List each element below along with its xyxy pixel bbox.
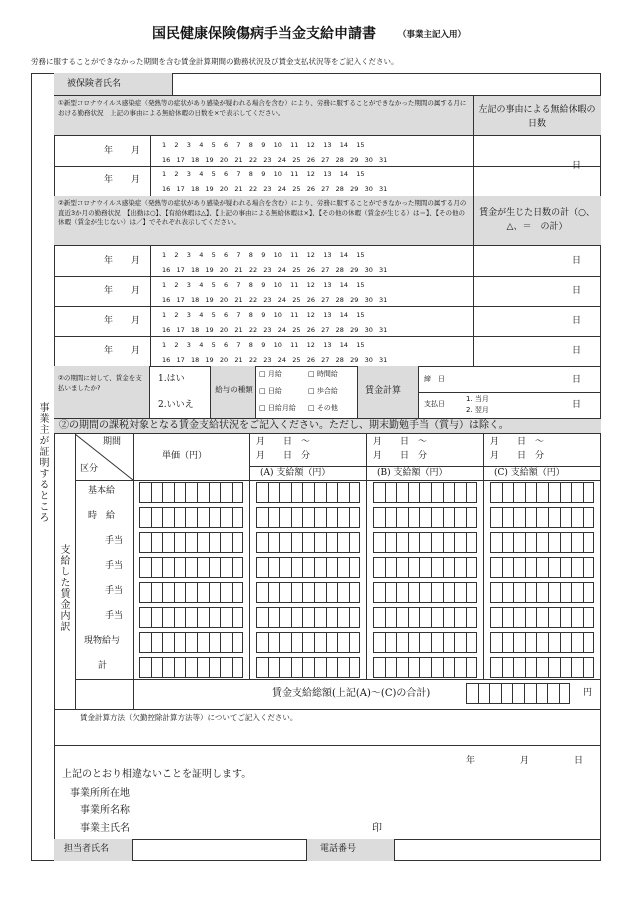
calendar-row: 1 2 3 4 5 6 7 8 9 10 11 12 13 14 15	[162, 341, 365, 349]
day-unit: 日	[572, 256, 582, 266]
pay-question: ②の期間に対して、賃金を支払いましたか?	[58, 374, 142, 392]
pay-no-option[interactable]: 2.いいえ	[158, 400, 194, 410]
col-b-header: (B) 支給額（円）	[377, 468, 448, 478]
digit-cells[interactable]	[490, 632, 594, 653]
period-from: 月 日 〜	[256, 437, 311, 447]
day-unit: 日	[572, 400, 582, 410]
calendar-row: 1 2 3 4 5 6 7 8 9 10 11 12 13 14 15	[162, 311, 365, 319]
digit-cells[interactable]	[139, 657, 243, 678]
seal-mark: 印	[372, 823, 382, 834]
digit-cells[interactable]	[139, 507, 243, 528]
sec3-header: ②の期間の課税対象となる賃金支給状況をご記入ください。ただし、期末勤勉手当（賞与）は除く。	[59, 420, 509, 431]
sec1-right-header: 左記の事由による無給休暇の日数	[478, 105, 596, 129]
insured-name-field[interactable]	[173, 73, 601, 96]
sec2-description: ②新型コロナウイルス感染症（発熱等の症状があり感染が疑われる場合を含む）により、労務に服することができなかった期間の属する月の直近3か月の勤務状況 【出勤は○】、【有給休暇は△】、【上記の事由による無給休暇は×】、【その他の休暇（賃金が生じる）は＝】、【その他の休暇（賃金が生じない）は／】でそれぞれ表示してください。	[58, 199, 467, 226]
payday-label: 支払日	[424, 400, 445, 408]
digit-cells[interactable]	[139, 582, 243, 603]
wage-row-label: 手当	[105, 536, 124, 546]
year-month-label: 年 月	[104, 175, 141, 185]
period-label: 期間	[103, 437, 122, 447]
year-month-label: 年 月	[104, 346, 141, 356]
unit-price-label: 単価（円）	[162, 451, 208, 461]
digit-cells[interactable]	[490, 607, 594, 628]
category-label: 区分	[80, 464, 99, 474]
calc-method-label: 賃金計算方法（欠勤控除計算方法等）についてご記入ください。	[80, 713, 298, 722]
digit-cells[interactable]	[256, 557, 360, 578]
pay-kind-option[interactable]: □ 日給月給	[259, 404, 296, 412]
digit-cells[interactable]	[139, 632, 243, 653]
side-label: 事業主が証明するところ	[37, 402, 48, 523]
digit-cells[interactable]	[490, 507, 594, 528]
intro-text: 労務に服することができなかった期間を含む賃金計算期間の勤務状況及び賃金支払状況等をご記入ください。	[31, 57, 399, 66]
digit-cells[interactable]	[256, 582, 360, 603]
insured-name-label: 被保険者氏名	[67, 79, 122, 89]
total-digit-cells[interactable]	[466, 683, 570, 704]
digit-cells[interactable]	[139, 482, 243, 503]
digit-cells[interactable]	[256, 657, 360, 678]
digit-cells[interactable]	[256, 632, 360, 653]
digit-cells[interactable]	[490, 582, 594, 603]
wage-row-label: 時 給	[88, 511, 116, 521]
office-address-label: 事業所所在地	[70, 788, 130, 799]
digit-cells[interactable]	[256, 532, 360, 553]
digit-cells[interactable]	[490, 532, 594, 553]
digit-cells[interactable]	[373, 507, 477, 528]
calendar-row: 16 17 18 19 20 21 22 23 24 25 26 27 28 29 30 31	[162, 356, 388, 364]
day-unit: 日	[572, 346, 582, 356]
payday-option[interactable]: 1. 当月	[466, 395, 489, 403]
certify-text: 上記のとおり相違ないことを証明します。	[62, 769, 252, 780]
yen-unit: 円	[583, 688, 593, 698]
digit-cells[interactable]	[373, 557, 477, 578]
owner-name-label: 事業主氏名	[80, 823, 130, 834]
sec1-description: ①新型コロナウイルス感染症（発熱等の症状があり感染が疑われる場合を含む）により、労務に服することができなかった期間の属する月における勤務状況 上記の事由による無給休暇の日数を×で表示してください。	[58, 99, 467, 117]
digit-cells[interactable]	[139, 532, 243, 553]
total-label: 賃金支給総額(上記(A)〜(C)の合計)	[272, 688, 431, 699]
pay-kind-option[interactable]: □ 歩合給	[308, 387, 338, 395]
calendar-row: 1 2 3 4 5 6 7 8 9 10 11 12 13 14 15	[162, 281, 365, 289]
year-month-label: 年 月	[104, 146, 141, 156]
digit-cells[interactable]	[490, 482, 594, 503]
digit-cells[interactable]	[490, 557, 594, 578]
title-note: （事業主記入用）	[398, 30, 467, 40]
wage-row-label: 手当	[105, 561, 124, 571]
day-unit: 日	[572, 375, 582, 385]
period-to: 月 日 分	[490, 451, 545, 461]
digit-cells[interactable]	[373, 632, 477, 653]
wage-row-label: 基本給	[88, 486, 116, 496]
year-month-label: 年 月	[104, 316, 141, 326]
day-unit: 日	[572, 286, 582, 296]
phone-field[interactable]	[395, 839, 601, 861]
pay-kind-option[interactable]: □ 時間給	[308, 370, 338, 378]
day-unit: 日	[572, 161, 582, 171]
closing-day-label: 締 日	[424, 375, 445, 383]
wage-calc-label: 賃金計算	[365, 386, 402, 396]
person-in-charge-label: 担当者氏名	[64, 844, 110, 854]
year-month-label: 年 月	[104, 256, 141, 266]
pay-kind-option[interactable]: □ その他	[308, 404, 338, 412]
calendar-row: 16 17 18 19 20 21 22 23 24 25 26 27 28 29 30 31	[162, 326, 388, 334]
pay-kind-option[interactable]: □ 月給	[259, 370, 282, 378]
calendar-row: 1 2 3 4 5 6 7 8 9 10 11 12 13 14 15	[162, 141, 365, 149]
page-title: 国民健康保険傷病手当金支給申請書	[152, 26, 376, 42]
digit-cells[interactable]	[373, 482, 477, 503]
wage-side-label: 支給した賃金内訳	[58, 544, 69, 632]
pay-yes-option[interactable]: 1.はい	[158, 374, 185, 384]
digit-cells[interactable]	[373, 607, 477, 628]
digit-cells[interactable]	[139, 557, 243, 578]
calc-method-field[interactable]	[75, 710, 601, 745]
phone-label: 電話番号	[320, 844, 357, 854]
period-to: 月 日 分	[256, 451, 311, 461]
digit-cells[interactable]	[373, 657, 477, 678]
col-a-header: (A) 支給額（円）	[260, 468, 331, 478]
calendar-row: 16 17 18 19 20 21 22 23 24 25 26 27 28 29 30 31	[162, 296, 388, 304]
calendar-row: 16 17 18 19 20 21 22 23 24 25 26 27 28 29 30 31	[162, 185, 388, 193]
wage-row-label: 計	[98, 661, 108, 671]
digit-cells[interactable]	[490, 657, 594, 678]
date-label: 年 月 日	[466, 756, 584, 766]
digit-cells[interactable]	[256, 507, 360, 528]
period-from: 月 日 〜	[490, 437, 545, 447]
person-in-charge-field[interactable]	[133, 839, 306, 861]
period-to: 月 日 分	[373, 451, 428, 461]
pay-kind-option[interactable]: □ 日給	[259, 387, 282, 395]
year-month-label: 年 月	[104, 286, 141, 296]
col-c-header: (C) 支給額（円）	[494, 468, 565, 478]
period-from: 月 日 〜	[373, 437, 428, 447]
calendar-row: 1 2 3 4 5 6 7 8 9 10 11 12 13 14 15	[162, 251, 365, 259]
digit-cells[interactable]	[373, 582, 477, 603]
calendar-row: 1 2 3 4 5 6 7 8 9 10 11 12 13 14 15	[162, 170, 365, 178]
digit-cells[interactable]	[256, 482, 360, 503]
digit-cells[interactable]	[256, 607, 360, 628]
digit-cells[interactable]	[139, 607, 243, 628]
wage-row-label: 現物給与	[84, 636, 121, 646]
digit-cells[interactable]	[373, 532, 477, 553]
pay-kind-label: 給与の種類	[215, 385, 253, 394]
sec2-right-header: 賃金が生じた日数の計（○、△、＝ の計）	[479, 208, 595, 232]
office-name-label: 事業所名称	[80, 805, 130, 816]
day-unit: 日	[572, 316, 582, 326]
calendar-row: 16 17 18 19 20 21 22 23 24 25 26 27 28 29 30 31	[162, 266, 388, 274]
calendar-row: 16 17 18 19 20 21 22 23 24 25 26 27 28 29 30 31	[162, 156, 388, 164]
payday-option[interactable]: 2. 翌月	[466, 406, 489, 414]
wage-row-label: 手当	[105, 586, 124, 596]
wage-row-label: 手当	[105, 611, 124, 621]
